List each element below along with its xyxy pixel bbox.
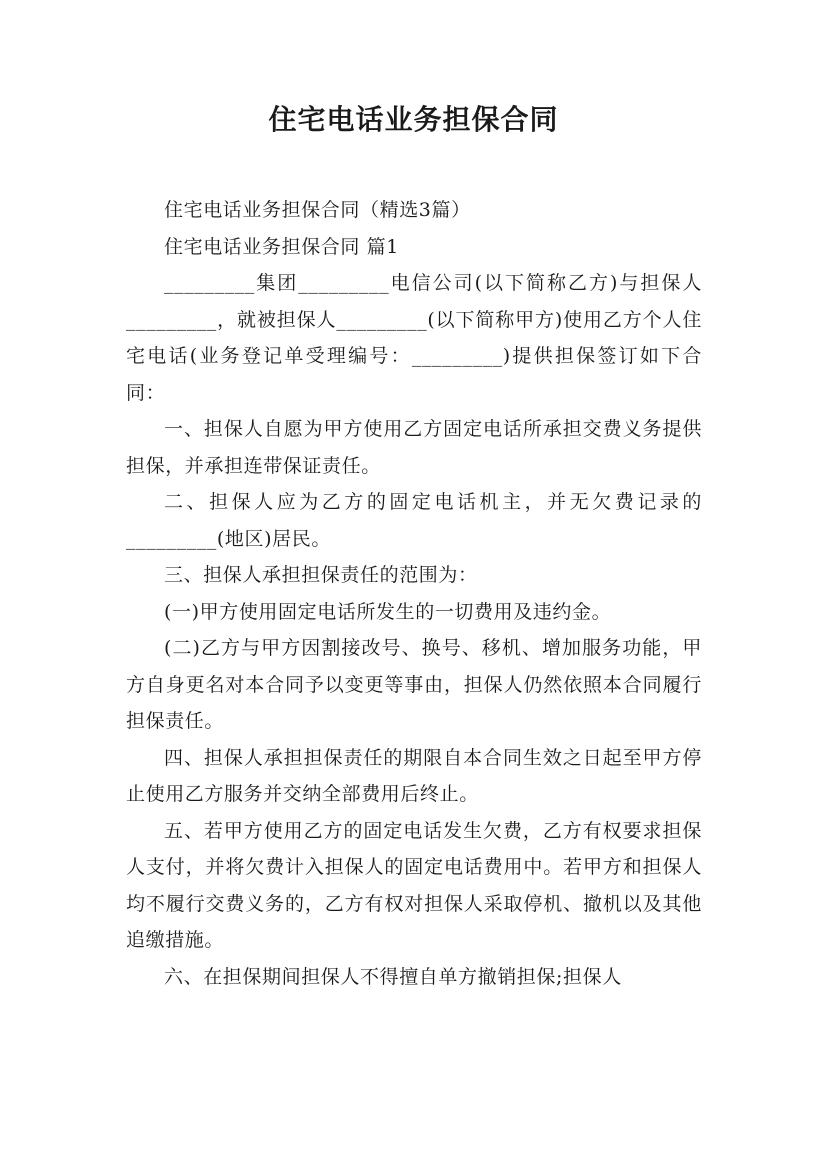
paragraph-clause-1: 一、担保人自愿为甲方使用乙方固定电话所承担交费义务提供担保，并承担连带保证责任。: [126, 418, 702, 477]
paragraph-preamble: _________集团_________电信公司(以下简称乙方)与担保人_________，就被担保人_________(以下简称甲方)使用乙方个人住宅电话(业务登记单受理编号：_________)提供担保签订如下合同：: [126, 272, 702, 404]
document-body: [126, 192, 702, 995]
paragraph-section-heading: 住宅电话业务担保合同 篇1: [164, 235, 399, 258]
paragraph-clause-3-item-2: (二)乙方与甲方因割接改号、换号、移机、增加服务功能，甲方自身更名对本合同予以变更等事由，担保人仍然依照本合同履行担保责任。: [126, 637, 702, 732]
document-title: 住宅电话业务担保合同: [268, 103, 559, 136]
paragraph-subtitle: 住宅电话业务担保合同（精选3篇）: [164, 199, 471, 221]
paragraph-clause-3-item-1: (一)甲方使用固定电话所发生的一切费用及违约金。: [164, 600, 612, 623]
paragraph-clause-4: 四、担保人承担担保责任的期限自本合同生效之日起至甲方停止使用乙方服务并交纳全部费用后终止。: [126, 746, 702, 805]
paragraph-clause-6: 六、在担保期间担保人不得擅自单方撤销担保;担保人: [164, 965, 622, 988]
paragraph-clause-2: 二、担保人应为乙方的固定电话机主，并无欠费记录的_________(地区)居民。: [126, 491, 702, 550]
paragraph-clause-3: 三、担保人承担担保责任的范围为：: [164, 564, 478, 586]
paragraph-clause-5: 五、若甲方使用乙方的固定电话发生欠费，乙方有权要求担保人支付，并将欠费计入担保人的固定电话费用中。若甲方和担保人均不履行交费义务的，乙方有权对担保人采取停机、撤机以及其他追缴措施。: [126, 819, 702, 951]
